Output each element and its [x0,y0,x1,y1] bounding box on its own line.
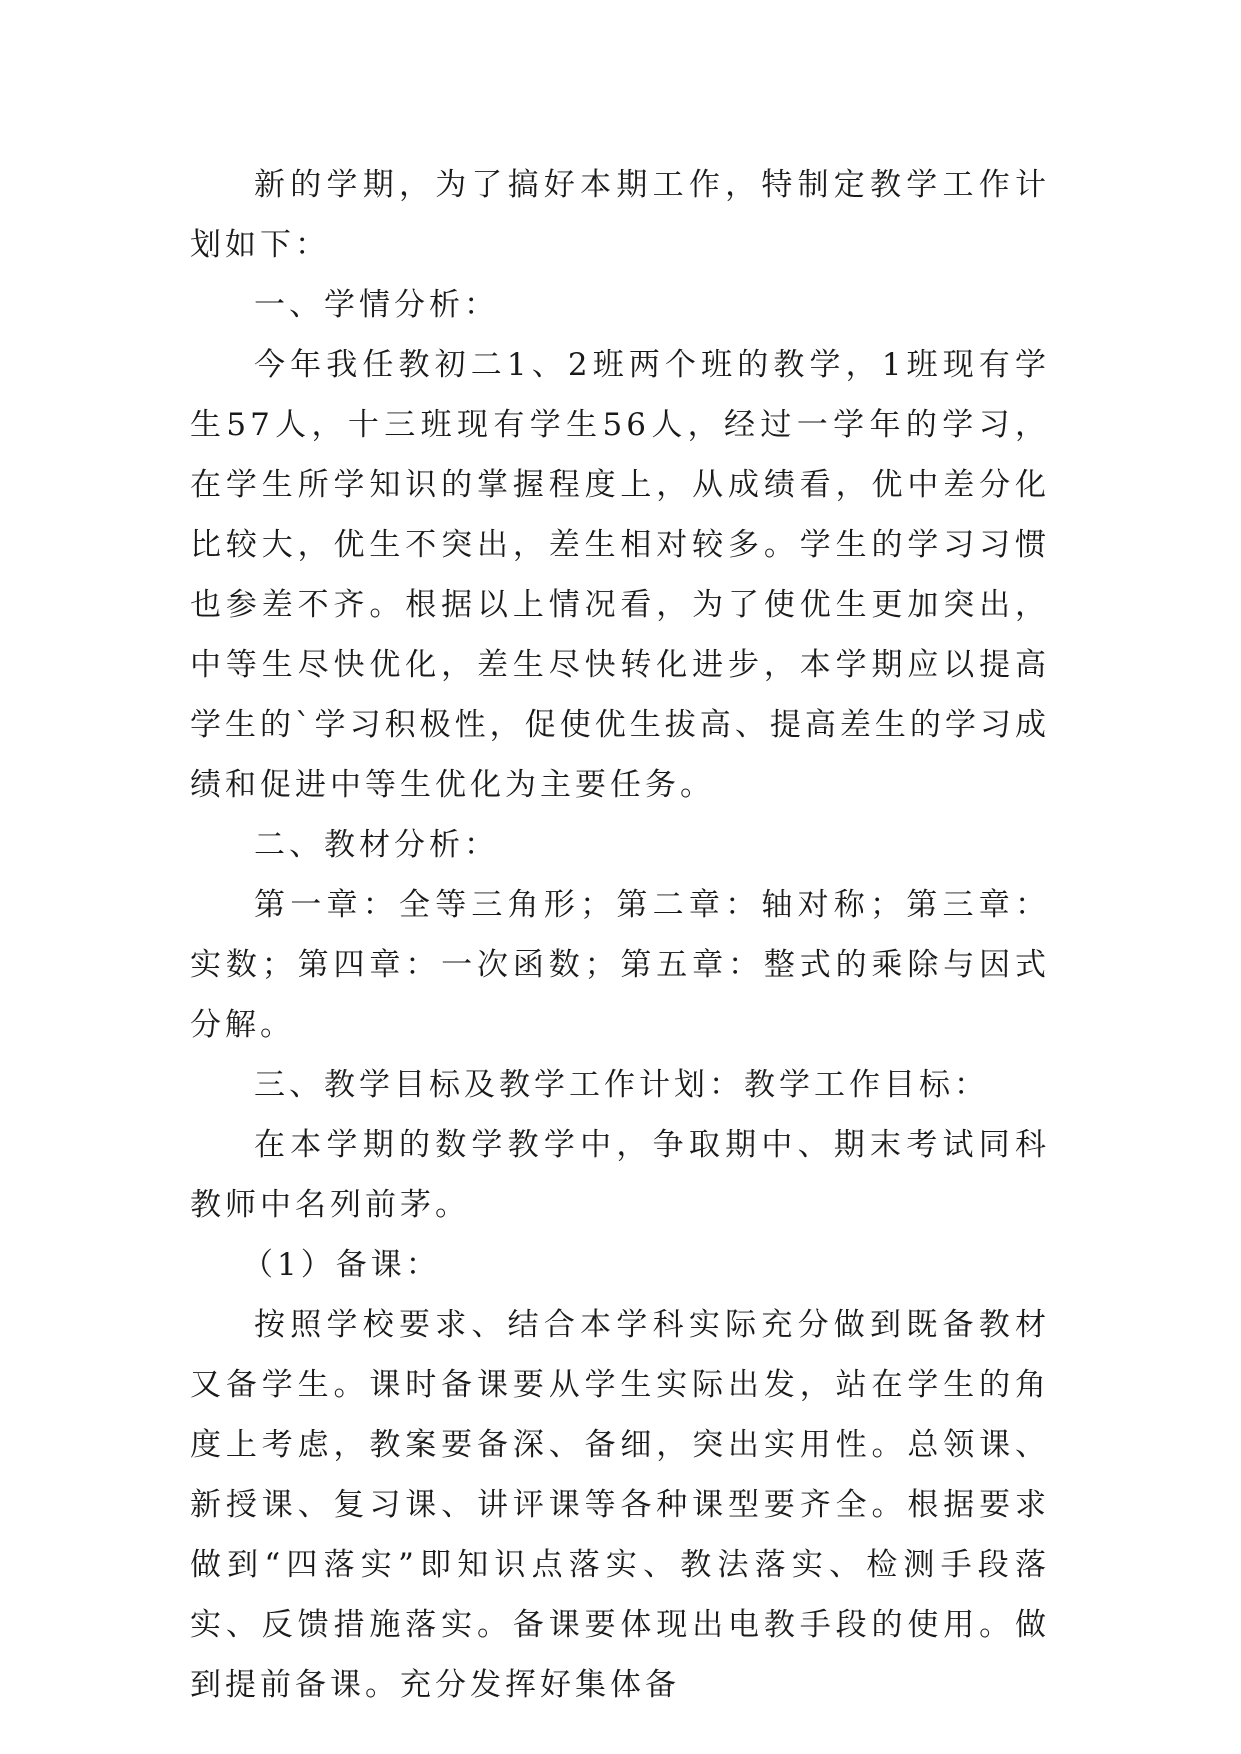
student-analysis-paragraph: 今年我任教初二1、2班两个班的教学，1班现有学生57人，十三班现有学生56人，经过一学年的学习，在学生所学知识的掌握程度上，从成绩看，优中差分化比较大，优生不突出，差生相对较多。学生的学习习惯也参差不齐。根据以上情况看，为了使优生更加突出，中等生尽快优化，差生尽快转化进步，本学期应以提高学生的`学习积极性，促使优生拔高、提高差生的学习成绩和促进中等生优化为主要任务。 [190,347,1050,803]
section-heading-textbook-analysis: 二、教材分析： [254,827,499,863]
lesson-prep-paragraph: 按照学校要求、结合本学科实际充分做到既备教材又备学生。课时备课要从学生实际出发，站在学生的角度上考虑，教案要备深、备细，突出实用性。总领课、新授课、复习课、讲评课等各种课型要齐全。根据要求做到“四落实”即知识点落实、教法落实、检测手段落实、反馈措施落实。备课要体现出电教手段的使用。做到提前备课。充分发挥好集体备 [190,1307,1050,1703]
section-heading-teaching-goals: 三、教学目标及教学工作计划：教学工作目标： [254,1067,989,1103]
document-body [190,155,1050,1715]
teaching-goal-paragraph: 在本学期的数学教学中，争取期中、期末考试同科教师中名列前茅。 [190,1127,1050,1223]
textbook-chapters-paragraph: 第一章：全等三角形；第二章：轴对称；第三章：实数；第四章：一次函数；第五章：整式的乘除与因式分解。 [190,887,1050,1043]
section-heading-student-analysis: 一、学情分析： [254,287,499,323]
intro-paragraph: 新的学期，为了搞好本期工作，特制定教学工作计划如下： [190,167,1050,263]
subsection-heading-lesson-prep: （1）备课： [242,1247,441,1283]
